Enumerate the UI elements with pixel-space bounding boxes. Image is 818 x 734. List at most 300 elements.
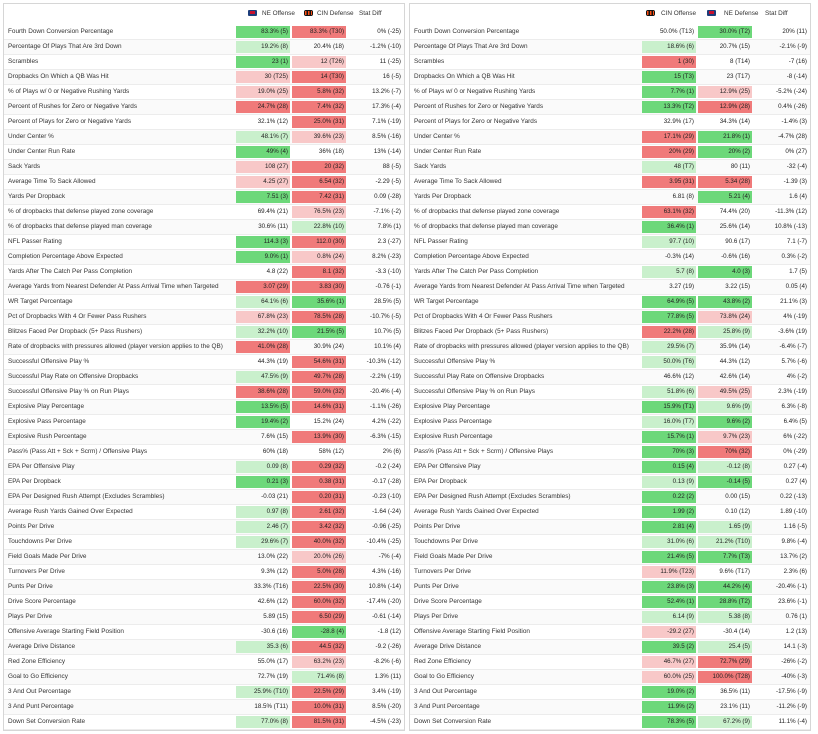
defense-value-cell: 0.10 (12): [725, 508, 750, 515]
defense-value-cell: 25.6% (14): [719, 223, 750, 230]
table-row: [410, 295, 810, 310]
stat-diff-cell: 6% (-22): [783, 433, 807, 440]
stat-label: Pass% (Pass Att + Sck + Scrm) / Offensive Plays: [8, 448, 148, 455]
defense-value-cell: 58% (12): [318, 448, 344, 455]
offense-value-cell: 0.13 (9): [642, 476, 696, 488]
left-col2-header: CIN Defense: [317, 10, 354, 17]
stat-diff-cell: 0.27 (-4): [783, 463, 807, 470]
table-row: [410, 355, 810, 370]
stat-label: Plays Per Drive: [414, 613, 459, 620]
table-row: [410, 205, 810, 220]
stat-diff-cell: -20.4% (-4): [370, 388, 401, 395]
defense-value-cell: 23 (T17): [726, 73, 750, 80]
defense-value-cell: 5.34 (28): [698, 176, 752, 188]
stat-label: Touchdowns Per Drive: [8, 538, 72, 545]
stat-diff-cell: 1.89 (-10): [780, 508, 807, 515]
stat-diff-cell: -4.7% (28): [778, 133, 807, 140]
offense-value-cell: 16.0% (T7): [642, 416, 696, 428]
right-stats-panel: [409, 3, 811, 731]
stat-label: NFL Passer Rating: [8, 238, 62, 245]
defense-value-cell: 20.7% (15): [719, 43, 750, 50]
stat-label: Rate of dropbacks with pressures allowed (player version applies to the QB): [8, 343, 223, 350]
offense-value-cell: 48 (T7): [642, 161, 696, 173]
offense-value-cell: 83.3% (5): [236, 26, 290, 38]
stat-diff-cell: 4% (-19): [783, 313, 807, 320]
defense-value-cell: 36% (18): [318, 148, 344, 155]
table-row: [4, 640, 404, 655]
defense-value-cell: 22.5% (29): [292, 686, 346, 698]
offense-value-cell: 42.6% (12): [257, 598, 288, 605]
stat-label: Average Drive Distance: [414, 643, 482, 650]
table-row: [4, 700, 404, 715]
stat-label: Fourth Down Conversion Percentage: [414, 28, 520, 35]
stat-diff-cell: 1.7 (5): [789, 268, 807, 275]
table-row: [4, 490, 404, 505]
stat-label: Average Rush Yards Gained Over Expected: [8, 508, 133, 515]
defense-value-cell: 0.00 (15): [725, 493, 750, 500]
stat-label: Successful Offensive Play % on Run Plays: [414, 388, 536, 395]
defense-value-cell: 54.6% (31): [292, 356, 346, 368]
stat-label: NFL Passer Rating: [414, 238, 468, 245]
stat-diff-cell: -4.5% (-23): [370, 718, 401, 725]
table-row: [4, 235, 404, 250]
defense-value-cell: 21.8% (1): [698, 131, 752, 143]
offense-value-cell: 19.2% (8): [236, 41, 290, 53]
stat-label: Average Drive Distance: [8, 643, 76, 650]
offense-value-cell: 31.0% (6): [642, 536, 696, 548]
stat-diff-cell: 6.4% (5): [783, 418, 807, 425]
table-row: [410, 190, 810, 205]
defense-value-cell: 9.7% (23): [698, 431, 752, 443]
defense-value-cell: 7.7% (T3): [698, 551, 752, 563]
offense-value-cell: 46.6% (12): [663, 373, 694, 380]
right-col2-header: NE Defense: [724, 10, 759, 17]
stat-diff-cell: 10.8% (-14): [368, 583, 401, 590]
stat-diff-cell: 20% (11): [782, 28, 807, 35]
table-row: [4, 340, 404, 355]
defense-value-cell: 60.0% (32): [292, 596, 346, 608]
defense-value-cell: 0.29 (32): [292, 461, 346, 473]
stat-diff-cell: -17.5% (-9): [776, 688, 807, 695]
stat-label: Successful Offensive Play %: [8, 358, 90, 365]
defense-value-cell: 15.2% (24): [313, 418, 344, 425]
stat-diff-cell: -10.3% (-12): [366, 358, 401, 365]
defense-value-cell: 80 (11): [730, 163, 750, 170]
offense-value-cell: 3.95 (31): [642, 176, 696, 188]
stat-diff-cell: -5.2% (-24): [776, 88, 807, 95]
stat-label: Points Per Drive: [414, 523, 461, 530]
offense-value-cell: 32.2% (10): [236, 326, 290, 338]
table-row: [4, 115, 404, 130]
stat-diff-cell: 7.8% (1): [377, 223, 401, 230]
defense-value-cell: 9.6% (T17): [719, 568, 750, 575]
stat-label: Fourth Down Conversion Percentage: [8, 28, 114, 35]
stat-diff-cell: 0.05 (4): [785, 283, 807, 290]
table-row: [410, 25, 810, 40]
table-row: [410, 565, 810, 580]
stat-diff-cell: -11.2% (-9): [776, 703, 807, 710]
table-row: [4, 280, 404, 295]
table-row: [410, 100, 810, 115]
defense-value-cell: 25.4 (5): [698, 641, 752, 653]
table-row: [4, 295, 404, 310]
offense-value-cell: 7.51 (3): [236, 191, 290, 203]
defense-value-cell: 12.9% (25): [698, 86, 752, 98]
defense-value-cell: 23.1% (11): [720, 703, 750, 710]
offense-value-cell: 49% (4): [236, 146, 290, 158]
table-row: [410, 490, 810, 505]
stat-diff-cell: -6.4% (-7): [779, 343, 807, 350]
table-row: [4, 520, 404, 535]
table-row: [410, 520, 810, 535]
stat-diff-cell: 2% (6): [382, 448, 401, 455]
offense-value-cell: 3.07 (29): [236, 281, 290, 293]
stat-label: Successful Play Rate on Offensive Dropbacks: [414, 373, 545, 380]
defense-value-cell: 34.3% (14): [719, 118, 750, 125]
stat-label: Scrambles: [8, 58, 39, 65]
offense-value-cell: 1 (30): [642, 56, 696, 68]
defense-value-cell: 8.1 (32): [292, 266, 346, 278]
stat-diff-cell: 2.3% (6): [783, 568, 807, 575]
offense-value-cell: 15 (T3): [642, 71, 696, 83]
stat-diff-cell: 6.3% (-8): [781, 403, 807, 410]
stat-label: WR Target Percentage: [414, 298, 479, 305]
stat-label: Successful Offensive Play % on Run Plays: [8, 388, 130, 395]
stat-diff-cell: 8.5% (-20): [372, 703, 401, 710]
stat-label: Yards Per Dropback: [414, 193, 472, 200]
ne-logo-icon: [707, 10, 716, 16]
defense-value-cell: 3.22 (15): [725, 283, 750, 290]
table-row: [410, 625, 810, 640]
offense-value-cell: 70% (3): [642, 446, 696, 458]
defense-value-cell: -0.12 (8): [698, 461, 752, 473]
offense-value-cell: 29.5% (7): [642, 341, 696, 353]
defense-value-cell: 35.6% (1): [292, 296, 346, 308]
stat-diff-cell: 17.3% (-4): [372, 103, 401, 110]
offense-value-cell: 36.4% (1): [642, 221, 696, 233]
table-row: [410, 445, 810, 460]
table-row: [4, 190, 404, 205]
offense-value-cell: 13.0% (22): [257, 553, 288, 560]
stat-label: Punts Per Drive: [8, 583, 53, 590]
defense-value-cell: 6.54 (32): [292, 176, 346, 188]
defense-value-cell: 67.2% (9): [698, 716, 752, 728]
defense-value-cell: 43.8% (2): [698, 296, 752, 308]
defense-value-cell: 5.0% (28): [292, 566, 346, 578]
stat-label: EPA Per Offensive Play: [8, 463, 75, 470]
table-row: [4, 475, 404, 490]
table-row: [4, 610, 404, 625]
stat-label: Explosive Pass Percentage: [414, 418, 492, 425]
table-row: [4, 550, 404, 565]
offense-value-cell: 6.81 (8): [672, 193, 694, 200]
left-col3-header: Stat Diff: [359, 10, 382, 17]
left-stats-panel: [3, 3, 405, 731]
defense-value-cell: 44.5 (32): [292, 641, 346, 653]
offense-value-cell: 50.0% (T6): [642, 356, 696, 368]
stat-label: Goal to Go Efficiency: [414, 673, 474, 680]
table-row: [410, 115, 810, 130]
table-row: [4, 220, 404, 235]
defense-value-cell: 9.6% (2): [698, 416, 752, 428]
defense-value-cell: 49.5% (25): [698, 386, 752, 398]
stat-diff-cell: 88 (-5): [382, 163, 401, 170]
offense-value-cell: -29.2 (27): [642, 626, 696, 638]
table-row: [4, 175, 404, 190]
stat-label: EPA Per Dropback: [8, 478, 61, 485]
left-stats-table: [4, 25, 404, 730]
table-row: [410, 160, 810, 175]
table-row: [410, 670, 810, 685]
offense-value-cell: -0.03 (21): [261, 493, 288, 500]
stat-diff-cell: -6.3% (-15): [370, 433, 401, 440]
table-row: [410, 385, 810, 400]
cin-logo-icon: [646, 10, 655, 16]
defense-value-cell: 20.4% (18): [313, 43, 344, 50]
offense-value-cell: 97.7 (10): [642, 236, 696, 248]
table-row: [410, 595, 810, 610]
stat-label: Under Center Run Rate: [8, 148, 76, 155]
table-row: [410, 55, 810, 70]
offense-value-cell: 69.4% (21): [257, 208, 288, 215]
table-row: [410, 265, 810, 280]
defense-value-cell: 22.8% (10): [292, 221, 346, 233]
stat-diff-cell: -0.23 (-10): [372, 493, 401, 500]
defense-value-cell: 74.4% (20): [719, 208, 750, 215]
stat-diff-cell: 4.3% (-16): [372, 568, 401, 575]
offense-value-cell: 33.3% (T16): [253, 583, 288, 590]
table-row: [410, 235, 810, 250]
offense-value-cell: 19.0% (2): [642, 686, 696, 698]
stat-label: Average Rush Yards Gained Over Expected: [414, 508, 539, 515]
table-row: [4, 370, 404, 385]
offense-value-cell: 11.9% (2): [642, 701, 696, 713]
offense-value-cell: 77.0% (8): [236, 716, 290, 728]
table-row: [410, 325, 810, 340]
stat-diff-cell: 3.4% (-19): [372, 688, 401, 695]
stat-label: Blitzes Faced Per Dropback (5+ Pass Rushers): [414, 328, 549, 335]
stat-diff-cell: 10.7% (5): [374, 328, 401, 335]
stat-diff-cell: -9.2 (-26): [375, 643, 401, 650]
stat-label: Explosive Pass Percentage: [8, 418, 86, 425]
stat-label: Offensive Average Starting Field Position: [8, 628, 124, 635]
stat-label: Explosive Play Percentage: [414, 403, 491, 410]
stat-label: EPA Per Dropback: [414, 478, 467, 485]
stat-diff-cell: -0.61 (-14): [372, 613, 401, 620]
table-row: [4, 580, 404, 595]
table-row: [4, 385, 404, 400]
right-col1-header: CIN Offense: [661, 10, 697, 17]
offense-value-cell: 0.09 (8): [236, 461, 290, 473]
table-row: [4, 595, 404, 610]
stat-label: Scrambles: [414, 58, 445, 65]
stat-diff-cell: 23.6% (-1): [778, 598, 807, 605]
offense-value-cell: 0.21 (3): [236, 476, 290, 488]
defense-value-cell: 71.4% (8): [292, 671, 346, 683]
stat-label: Average Time To Sack Allowed: [414, 178, 502, 185]
offense-value-cell: 19.4% (2): [236, 416, 290, 428]
stat-diff-cell: 10.1% (4): [374, 343, 401, 350]
offense-value-cell: 39.5 (2): [642, 641, 696, 653]
stat-label: 3 And Out Percentage: [414, 688, 477, 695]
offense-value-cell: 19.0% (25): [236, 86, 290, 98]
offense-value-cell: 18.6% (6): [642, 41, 696, 53]
stat-diff-cell: -1.39 (3): [783, 178, 807, 185]
defense-value-cell: 20 (32): [292, 161, 346, 173]
stat-label: Yards Per Dropback: [8, 193, 66, 200]
offense-value-cell: 44.3% (19): [257, 358, 288, 365]
offense-value-cell: 9.3% (12): [261, 568, 288, 575]
defense-value-cell: 70% (32): [698, 446, 752, 458]
stat-diff-cell: -1.4% (3): [781, 118, 807, 125]
stat-label: EPA Per Offensive Play: [414, 463, 481, 470]
stat-diff-cell: 7.1 (-7): [787, 238, 807, 245]
offense-value-cell: 63.1% (32): [642, 206, 696, 218]
table-row: [410, 220, 810, 235]
stat-diff-cell: 5.7% (-6): [781, 358, 807, 365]
defense-value-cell: 20% (2): [698, 146, 752, 158]
offense-value-cell: 108 (27): [236, 161, 290, 173]
offense-value-cell: 35.3 (6): [236, 641, 290, 653]
stat-diff-cell: 0.27 (4): [785, 478, 807, 485]
offense-value-cell: 77.8% (5): [642, 311, 696, 323]
defense-value-cell: 78.5% (28): [292, 311, 346, 323]
defense-value-cell: 25.0% (31): [292, 116, 346, 128]
table-row: [410, 550, 810, 565]
offense-value-cell: 23 (1): [236, 56, 290, 68]
stat-diff-cell: 0.22 (-13): [780, 493, 807, 500]
defense-value-cell: 21.5% (5): [292, 326, 346, 338]
stat-label: Pct of Dropbacks With 4 Or Fewer Pass Rushers: [414, 313, 553, 320]
stat-diff-cell: 13.7% (2): [780, 553, 807, 560]
defense-value-cell: 0.20 (31): [292, 491, 346, 503]
table-row: [4, 505, 404, 520]
defense-value-cell: 40.0% (32): [292, 536, 346, 548]
table-row: [410, 460, 810, 475]
table-row: [4, 55, 404, 70]
stat-diff-cell: -2.1% (-9): [779, 43, 807, 50]
stat-diff-cell: 2.3 (-27): [377, 238, 401, 245]
offense-value-cell: 60.0% (25): [642, 671, 696, 683]
stat-diff-cell: 14.1 (-3): [783, 643, 807, 650]
stat-label: 3 And Punt Percentage: [8, 703, 74, 710]
offense-value-cell: 55.0% (17): [257, 658, 288, 665]
stat-diff-cell: 0.76 (1): [785, 613, 807, 620]
stat-diff-cell: 8.5% (-16): [372, 133, 401, 140]
stat-diff-cell: 4% (-2): [786, 373, 807, 380]
defense-value-cell: 44.3% (12): [719, 358, 750, 365]
stat-diff-cell: -2.29 (-5): [375, 178, 401, 185]
table-row: [4, 535, 404, 550]
stat-diff-cell: 11 (-25): [379, 58, 401, 65]
table-row: [4, 70, 404, 85]
offense-value-cell: 50.0% (T13): [659, 28, 694, 35]
defense-value-cell: 73.8% (24): [698, 311, 752, 323]
stat-label: Drive Score Percentage: [414, 598, 482, 605]
offense-value-cell: 78.3% (5): [642, 716, 696, 728]
table-row: [410, 610, 810, 625]
stat-label: Percent of Rushes for Zero or Negative Yards: [414, 103, 544, 110]
stat-diff-cell: -32 (-4): [786, 163, 807, 170]
offense-value-cell: 23.8% (3): [642, 581, 696, 593]
stat-diff-cell: 0.09 (-28): [374, 193, 401, 200]
table-row: [410, 430, 810, 445]
right-header: [410, 4, 810, 25]
stat-label: 3 And Punt Percentage: [414, 703, 480, 710]
stat-label: Explosive Play Percentage: [8, 403, 85, 410]
table-row: [410, 535, 810, 550]
table-row: [410, 415, 810, 430]
offense-value-cell: 22.2% (28): [642, 326, 696, 338]
defense-value-cell: 5.38 (8): [698, 611, 752, 623]
stat-diff-cell: -2.2% (-19): [370, 373, 401, 380]
stat-diff-cell: 1.3% (11): [374, 673, 401, 680]
offense-value-cell: 30 (T25): [236, 71, 290, 83]
stat-label: Average Yards from Nearest Defender At Pass Arrival Time when Targeted: [8, 283, 219, 290]
table-row: [4, 325, 404, 340]
table-row: [410, 130, 810, 145]
defense-value-cell: 14 (T30): [292, 71, 346, 83]
stat-label: Blitzes Faced Per Dropback (5+ Pass Rushers): [8, 328, 143, 335]
stat-label: Explosive Rush Percentage: [414, 433, 493, 440]
offense-value-cell: 13.5% (5): [236, 401, 290, 413]
table-row: [410, 685, 810, 700]
defense-value-cell: 42.6% (14): [719, 373, 750, 380]
table-row: [410, 145, 810, 160]
stat-diff-cell: -3.6% (19): [778, 328, 807, 335]
stat-label: Completion Percentage Above Expected: [414, 253, 529, 260]
defense-value-cell: 6.50 (29): [292, 611, 346, 623]
defense-value-cell: 49.7% (28): [292, 371, 346, 383]
stat-diff-cell: -1.8 (12): [377, 628, 401, 635]
stat-label: Turnovers Per Drive: [414, 568, 471, 575]
stat-diff-cell: 1.2 (13): [785, 628, 807, 635]
stat-label: % of dropbacks that defense played zone coverage: [8, 208, 154, 215]
table-row: [4, 100, 404, 115]
stat-label: Average Yards from Nearest Defender At Pass Arrival Time when Targeted: [414, 283, 625, 290]
stat-label: Turnovers Per Drive: [8, 568, 65, 575]
defense-value-cell: -0.14 (5): [698, 476, 752, 488]
stat-label: % of dropbacks that defense played zone coverage: [414, 208, 560, 215]
offense-value-cell: 24.7% (28): [236, 101, 290, 113]
offense-value-cell: 4.25 (27): [236, 176, 290, 188]
offense-value-cell: 114.3 (3): [236, 236, 290, 248]
defense-value-cell: 112.0 (30): [292, 236, 346, 248]
defense-value-cell: -28.8 (4): [292, 626, 346, 638]
offense-value-cell: -30.6 (16): [261, 628, 288, 635]
offense-value-cell: 64.9% (5): [642, 296, 696, 308]
table-row: [410, 280, 810, 295]
stat-label: Average Time To Sack Allowed: [8, 178, 96, 185]
stat-diff-cell: -7.1% (-2): [373, 208, 401, 215]
stat-diff-cell: -10.7% (-5): [370, 313, 401, 320]
offense-value-cell: 38.6% (28): [236, 386, 290, 398]
stat-diff-cell: 11.1% (-4): [778, 718, 807, 725]
offense-value-cell: 21.4% (5): [642, 551, 696, 563]
defense-value-cell: 20.0% (26): [292, 551, 346, 563]
defense-value-cell: 72.7% (29): [698, 656, 752, 668]
table-row: [4, 40, 404, 55]
table-row: [4, 445, 404, 460]
stat-label: Yards After The Catch Per Pass Completion: [8, 268, 133, 275]
stat-diff-cell: 28.5% (5): [374, 298, 401, 305]
offense-value-cell: 52.4% (1): [642, 596, 696, 608]
stat-label: Offensive Average Starting Field Position: [414, 628, 530, 635]
defense-value-cell: 1.65 (9): [698, 521, 752, 533]
table-row: [4, 205, 404, 220]
offense-value-cell: 5.7 (8): [642, 266, 696, 278]
defense-value-cell: 13.9% (30): [292, 431, 346, 443]
